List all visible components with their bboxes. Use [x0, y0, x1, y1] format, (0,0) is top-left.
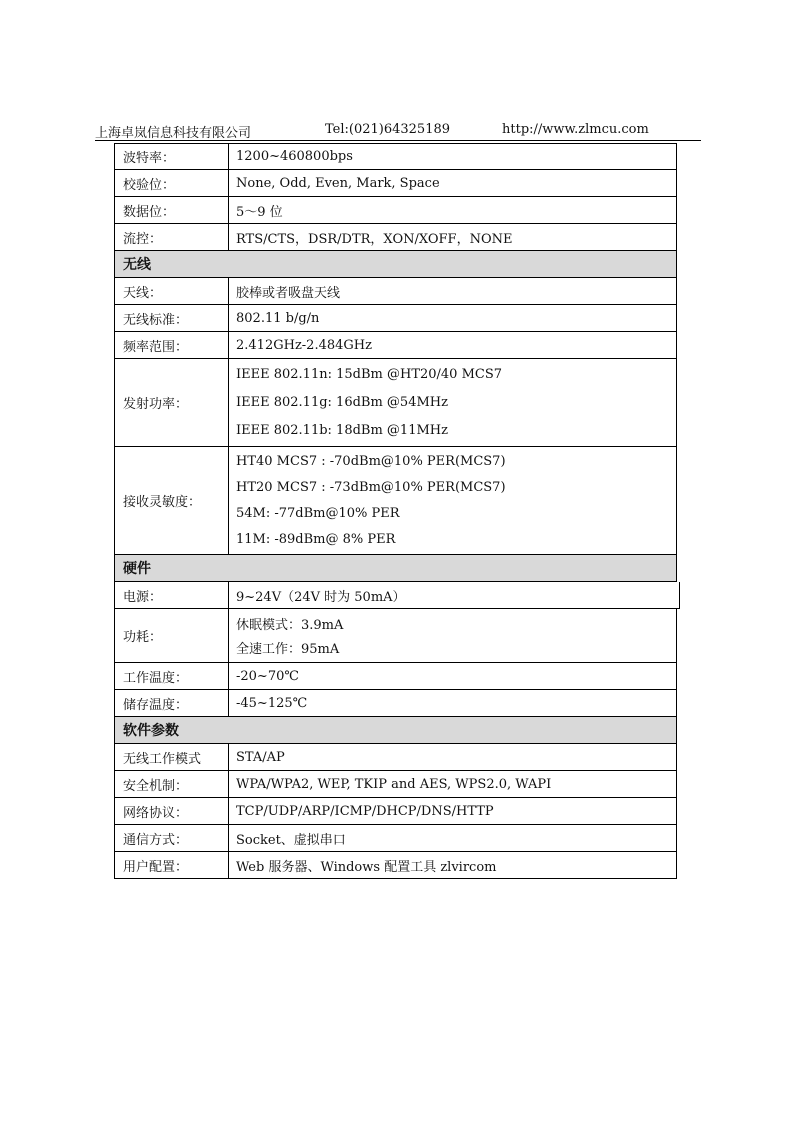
row-value: 全速工作：95mA: [236, 642, 340, 658]
table-row: [114, 224, 677, 251]
row-value: Web 服务器、Windows 配置工具 zlvircom: [236, 859, 497, 875]
row-label: 频率范围：: [115, 332, 229, 358]
row-value: IEEE 802.11n: 15dBm @HT20/40 MCS7: [236, 367, 503, 383]
row-value: 802.11 b/g/n: [236, 310, 320, 326]
row-label: 网络协议：: [115, 798, 229, 824]
table-row: [114, 197, 677, 224]
table-row: [114, 771, 677, 798]
row-value: HT20 MCS7 : -73dBm@10% PER(MCS7): [236, 480, 506, 496]
table-row: [114, 852, 677, 879]
table-row: [114, 609, 677, 663]
table-row: [114, 690, 677, 717]
table-row: [114, 663, 677, 690]
row-label: 校验位：: [115, 170, 229, 196]
row-value: 54M: -77dBm@10% PER: [236, 505, 400, 521]
table-row: [114, 305, 677, 332]
table-row: [114, 582, 680, 609]
row-label: 天线：: [115, 278, 229, 304]
row-label: 功耗：: [115, 609, 229, 662]
row-label: 发射功率：: [115, 359, 229, 446]
row-label: 无线工作模式: [115, 744, 229, 770]
row-value: RTS/CTS，DSR/DTR，XON/XOFF，NONE: [236, 231, 513, 247]
row-label: 数据位：: [115, 197, 229, 223]
row-value: 9~24V（24V 时为 50mA）: [236, 589, 406, 605]
row-value: IEEE 802.11b: 18dBm @11MHz: [236, 422, 448, 438]
row-value: -20~70℃: [236, 668, 299, 684]
row-label: 用户配置：: [115, 852, 229, 878]
row-label: 通信方式：: [115, 825, 229, 851]
row-value: None, Odd, Even, Mark, Space: [236, 175, 440, 191]
row-value: HT40 MCS7 : -70dBm@10% PER(MCS7): [236, 454, 506, 470]
row-value: STA/AP: [236, 749, 285, 765]
row-value: 2.412GHz-2.484GHz: [236, 337, 372, 353]
company-name: 上海卓岚信息科技有限公司: [95, 126, 252, 141]
row-label: 流控：: [115, 224, 229, 250]
company-website: http://www.zlmcu.com: [502, 122, 649, 137]
section-header-wireless: 无线: [114, 251, 677, 278]
row-value: -45~125℃: [236, 695, 308, 711]
row-label: 工作温度：: [115, 663, 229, 689]
row-label: 波特率：: [115, 144, 229, 169]
page-header: [95, 120, 701, 141]
row-value: 胶棒或者吸盘天线: [236, 285, 341, 301]
row-value: TCP/UDP/ARP/ICMP/DHCP/DNS/HTTP: [236, 803, 494, 819]
row-value: 11M: -89dBm@ 8% PER: [236, 531, 396, 547]
row-value: Socket、虚拟串口: [236, 832, 346, 848]
row-label: 储存温度：: [115, 690, 229, 716]
section-header-software: 软件参数: [114, 717, 677, 744]
row-value: WPA/WPA2, WEP, TKIP and AES, WPS2.0, WAPI: [236, 776, 552, 792]
row-label: 无线标准：: [115, 305, 229, 331]
company-phone: Tel:(021)64325189: [325, 122, 451, 137]
table-row: [114, 278, 677, 305]
table-row: [114, 825, 677, 852]
spec-table: [114, 143, 677, 879]
row-value: 5～9 位: [236, 204, 283, 220]
row-value: 休眠模式：3.9mA: [236, 617, 344, 633]
table-row: [114, 170, 677, 197]
row-label: 电源：: [115, 582, 229, 608]
table-row: [114, 332, 677, 359]
table-row: [114, 447, 677, 555]
row-label: 安全机制：: [115, 771, 229, 797]
table-row: [114, 359, 677, 447]
table-row: [114, 143, 677, 170]
section-header-hardware: 硬件: [114, 555, 677, 582]
table-row: [114, 798, 677, 825]
row-value: IEEE 802.11g: 16dBm @54MHz: [236, 394, 448, 410]
row-label: 接收灵敏度：: [115, 447, 229, 554]
table-row: [114, 744, 677, 771]
row-value: 1200~460800bps: [236, 149, 353, 164]
